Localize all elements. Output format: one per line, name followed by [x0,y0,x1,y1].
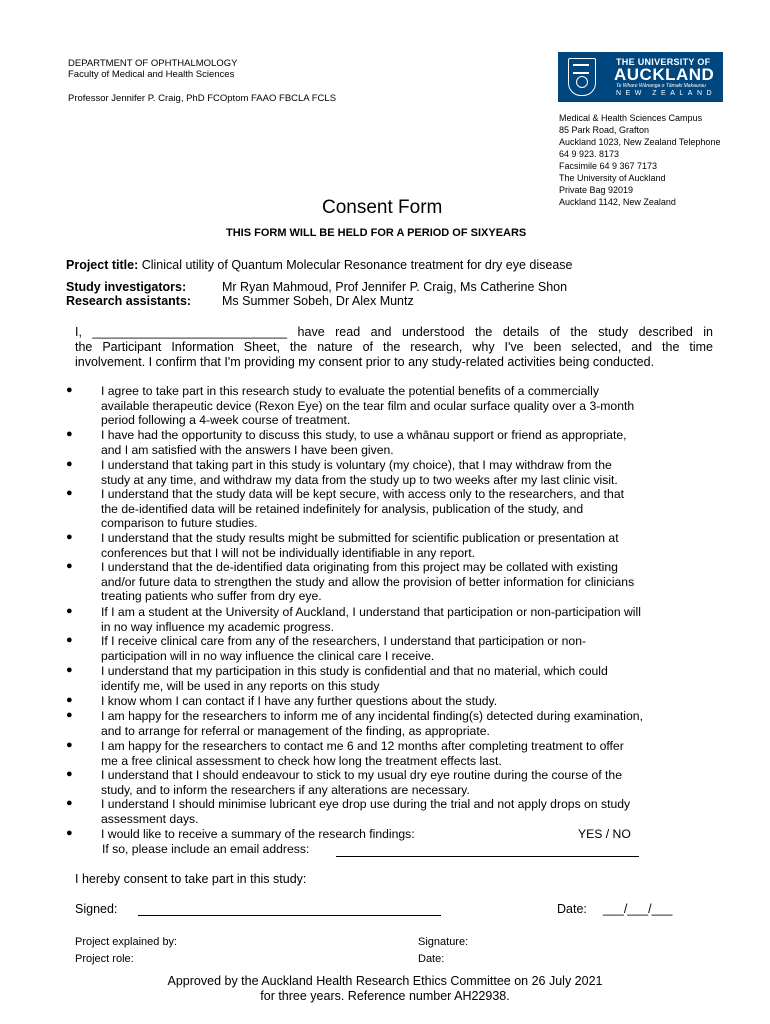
bullet-icon: ● [66,428,73,440]
address-line: 85 Park Road, Grafton [559,125,650,135]
bullet-icon: ● [66,605,73,617]
department-name: DEPARTMENT OF OPHTHALMOLOGY [68,58,238,69]
date-field[interactable]: ___/___/___ [603,902,673,916]
intro-line: the Participant Information Sheet, the nature of the research, why I've been selected, and the time [75,340,713,354]
address-line: The University of Auckland [559,173,666,183]
consent-item: If I am a student at the University of Auckland, I understand that participation or non-participation will in no way influence my academic progress. [101,605,641,634]
consent-item: I agree to take part in this research study to evaluate the potential benefits of a commercially available therapeutic device (Rexon Eye) on the tear film and ocular surface quality over a 3-month period following a 4-week course of treatment. [101,384,635,428]
email-field[interactable] [336,856,639,857]
consent-item: I understand that I should endeavour to stick to my usual dry eye routine during the course of the study, and to inform the researchers if any alterations are necessary. [101,768,622,797]
date2-label: Date: [418,953,445,965]
project-role-label: Project role: [75,953,134,965]
yes-no-option[interactable]: YES / NO [578,827,631,841]
signed-label: Signed: [75,902,118,916]
project-title-value: Clinical utility of Quantum Molecular Resonance treatment for dry eye disease [138,258,573,272]
address-line: Medical & Health Sciences Campus [559,113,703,123]
intro-line: involvement. I confirm that I'm providing my consent prior to any study-related activities being conducted. [75,355,655,369]
explained-by-label: Project explained by: [75,936,178,948]
date-label: Date: [557,902,587,916]
bullet-icon: ● [66,634,73,646]
consent-item: I understand that the study data will be kept secure, with access only to the researchers, and that the de-identified data will be retained indefinitely for analysis, publication of the study, and comparison to future studies. [101,487,625,531]
logo-line-3: Te Whare Wānanga o Tāmaki Makaurau [616,83,706,89]
ethics-approval-line: Approved by the Auckland Health Research Ethics Committee on 26 July 2021 [167,974,603,988]
consent-statement: I hereby consent to take part in this study: [75,872,307,886]
investigators-label: Study investigators: [66,280,187,294]
consent-item: I have had the opportunity to discuss this study, to use a whānau support or friend as appropriate, and I am satisfied with the answers I have been given. [101,428,627,457]
bullet-icon: ● [66,797,73,809]
assistants-label: Research assistants: [66,294,192,308]
bullet-icon: ● [66,768,73,780]
bullet-icon: ● [66,531,73,543]
address-line: Private Bag 92019 [559,185,634,195]
project-title [66,258,572,273]
logo-line-2: AUCKLAND [614,65,715,84]
email-label: If so, please include an email address: [102,842,310,856]
consent-item: If I receive clinical care from any of the researchers, I understand that participation or non- participation will in no way influence the clinical care I receive. [101,634,587,663]
signature-field[interactable] [138,915,441,916]
form-title: Consent Form [322,197,443,218]
bullet-icon: ● [66,664,73,676]
assistants-value: Ms Summer Sobeh, Dr Alex Muntz [222,294,414,308]
university-logo [558,52,723,102]
consent-item: I would like to receive a summary of the research findings: [101,827,415,841]
investigators-value: Mr Ryan Mahmoud, Prof Jennifer P. Craig, Ms Catherine Shon [222,280,568,294]
bullet-icon: ● [66,739,73,751]
address-line: Auckland 1142, New Zealand [559,197,676,207]
consent-item: I am happy for the researchers to contact me 6 and 12 months after completing treatment to offer me a free clinical assessment to check how long the treatment effects last. [101,739,624,768]
signature-label: Signature: [418,936,469,948]
bullet-icon: ● [66,487,73,499]
consent-item: I understand I should minimise lubricant eye drop use during the trial and not apply drops on study assessment days. [101,797,631,826]
consent-item: I know whom I can contact if I have any further questions about the study. [101,694,498,708]
bullet-icon: ● [66,458,73,470]
consent-item: I understand that taking part in this study is voluntary (my choice), that I may withdraw from the study at any time, and withdraw my data from the study up to two weeks after my last clinic visit. [101,458,618,487]
bullet-icon: ● [66,384,73,396]
address-block [559,112,720,208]
ethics-reference-line: for three years. Reference number AH22938. [260,989,510,1003]
bullet-icon: ● [66,694,73,706]
bullet-icon: ● [66,709,73,721]
address-line: 64 9 923. 8173 [559,149,620,159]
professor-name: Professor Jennifer P. Craig, PhD FCOptom FAAO FBCLA FCLS [68,93,337,104]
logo-line-1: THE UNIVERSITY OF [616,57,711,67]
retention-notice: THIS FORM WILL BE HELD FOR A PERIOD OF SIXYEARS [226,227,527,239]
consent-item: I understand that my participation in this study is confidential and that no material, which could identify me, will be used in any reports on this study [101,664,608,693]
consent-item: I understand that the study results might be submitted for scientific publication or presentation at conferences but that I will not be individually identifiable in any report. [101,531,619,560]
address-line: Auckland 1023, New Zealand Telephone [559,137,721,147]
bullet-icon: ● [66,560,73,572]
intro-line: I, ____________________________ have read and understood the details of the study described in [75,325,713,339]
crest-icon [568,58,596,96]
faculty-name: Faculty of Medical and Health Sciences [68,69,235,80]
bullet-icon: ● [66,827,73,839]
address-line: Facsimile 64 9 367 7173 [559,161,658,171]
consent-item: I am happy for the researchers to inform me of any incidental finding(s) detected during examination, and to arrange for referral or management of the finding, as appropriate. [101,709,643,738]
consent-item: I understand that the de-identified data originating from this project may be collated with existing and/or future data to strengthen the study and allow the provision of better information for clinicians treating patients who suffer from dry eye. [101,560,635,604]
project-title-label: Project title: [66,258,139,272]
logo-line-4: NEW ZEALAND [616,90,717,97]
